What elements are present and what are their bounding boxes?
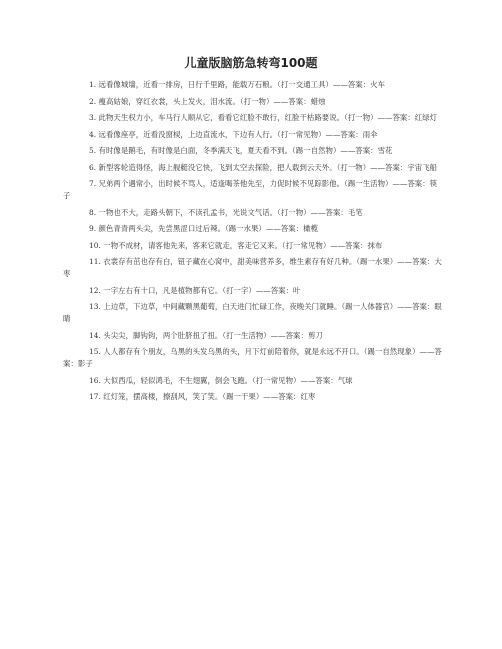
riddle-item: 14. 头尖尖，脚钩钩，两个肚脐扭了扭。（打一生活物）——答案：剪刀 bbox=[89, 330, 323, 340]
riddle-item: 8. 一物也不大，走路头朝下，不读孔孟书，光说文气话。（打一物）——答案：毛笔 bbox=[89, 207, 363, 217]
riddle-list bbox=[63, 79, 444, 408]
riddle-item: 13. 上边草，下边草，中间藏颗黑葡萄，白天进门忙碌工作，夜晚关门就睡。（踢一人体器官）——答案：眼睛 bbox=[63, 302, 442, 323]
riddle-item: 17. 红灯笼，摆高楼，擦刮风，笑了笑。（踢一干果）——答案：红枣 bbox=[89, 392, 316, 401]
riddle-item: 1. 远看像城墙，近看一排房，日行千里路，能载万石粮。（打一交通工具）——答案：火车 bbox=[89, 80, 386, 89]
riddle-item: 15. 人人都存有个朋友，乌黑的头发乌黑的头，月下灯前陪着你，就是永远不开口。（踢一自然现象）——答案：影子 bbox=[63, 347, 442, 368]
riddle-item: 3. 此物天生权力小，车马行人顺从它，看看它红脸不敢行，红脸干枯路要说。（打一物）——答案：红绿灯 bbox=[89, 113, 438, 122]
riddle-item: 6. 新型客轮造得怪，海上舰艇没它快，飞到太空去探险，把人载到云天外。（打一物）——答案：宇宙飞船 bbox=[89, 162, 438, 172]
riddle-item: 10. 一物不成材，请客他先来，客来它就走，客走它又来。（打一常见物）——答案：抹布 bbox=[89, 240, 383, 250]
riddle-item: 11. 衣裳存有茁也存有白，钮子藏在心窝中，甜美味营养多，维生素存有好几种。（踢一水果）——答案：大枣 bbox=[63, 257, 442, 278]
riddle-item: 2. 瘦高姑娘，穿红衣裳，头上发火，泪水流。（打一物）——答案：蜡烛 bbox=[89, 96, 326, 106]
riddle-item: 5. 有时像是鹅毛，有时像是白面，冬季满天飞，夏天看不到。（踢一自然物）——答案：雪花 bbox=[89, 146, 393, 155]
page-title: 儿童版脑筋急转弯100题 bbox=[184, 56, 318, 70]
riddle-item: 9. 颜色青青两头尖，先尝黑涩口过后辣。（踢一水果）——答案：橄榄 bbox=[89, 224, 319, 233]
riddle-item: 7. 兄弟两个遇常小，出时候不骂人，适逢喝茶他先至，力促时候不见踪影他。（踢一生活物）——答案：筷子 bbox=[63, 179, 438, 200]
riddle-item: 4. 远看像座亭，近看没窗棂，上边直流水，下边有人行。（打一常见物）——答案：雨伞 bbox=[89, 129, 378, 139]
riddle-item: 16. 大似西瓜，轻似鸿毛，不生翅翼，倒会飞跑。（打一常见物）——答案：气球 bbox=[89, 375, 353, 385]
riddle-item: 12. 一字左右有十口，凡是植物都有它。（打一字）——答案：叶 bbox=[89, 285, 301, 295]
